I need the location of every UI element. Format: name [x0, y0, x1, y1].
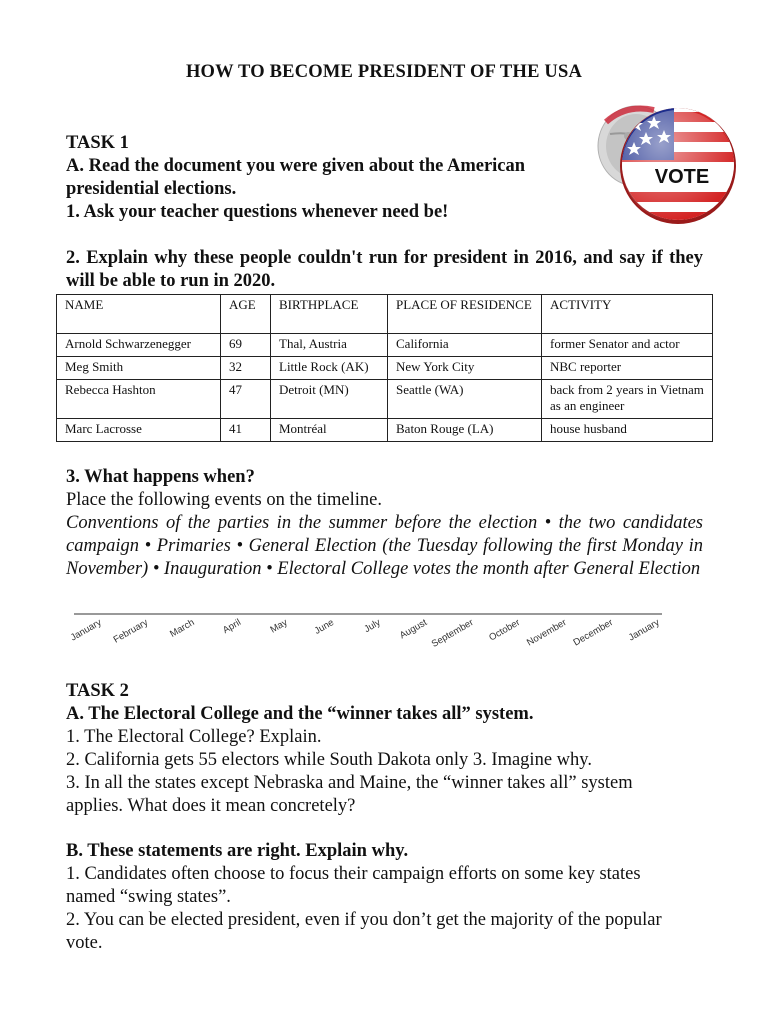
- cell-activity: house husband: [542, 419, 713, 442]
- badge-text: VOTE: [654, 166, 710, 188]
- task1-section: [66, 132, 526, 224]
- timeline-month-label: March: [168, 617, 197, 640]
- header-activity: ACTIVITY: [542, 295, 713, 334]
- vote-badge-icon: [596, 94, 744, 226]
- timeline-month-label: November: [525, 617, 569, 649]
- table-row: [57, 419, 713, 442]
- timeline-month-label: August: [397, 617, 429, 642]
- header-residence: PLACE OF RESIDENCE: [388, 295, 542, 334]
- cell-residence: Seattle (WA): [388, 380, 542, 419]
- cell-name: Marc Lacrosse: [57, 419, 221, 442]
- timeline-month-label: October: [487, 617, 522, 644]
- header-name: NAME: [57, 295, 221, 334]
- question-3-events: Conventions of the parties in the summer before the election • the two candidates campaign • Primaries • General Election (the Tuesday following the first Monday in November) • Inauguration • Electoral College votes the month after General Election: [66, 513, 703, 579]
- timeline: [60, 604, 670, 664]
- cell-age: 69: [221, 334, 271, 357]
- cell-name: Rebecca Hashton: [57, 380, 221, 419]
- table-row: [57, 380, 713, 419]
- cell-age: 47: [221, 380, 271, 419]
- timeline-month-label: December: [571, 617, 615, 649]
- task1-question-1: 1. Ask your teacher questions whenever need be!: [66, 202, 449, 222]
- task2-b-question-2: 2. You can be elected president, even if you don’t get the majority of the popular vote.: [66, 910, 662, 953]
- task2-a-question-1: 1. The Electoral College? Explain.: [66, 727, 322, 747]
- table-header-row: [57, 295, 713, 334]
- task2-section: [66, 680, 703, 955]
- question-3-heading: 3. What happens when?: [66, 467, 255, 487]
- page-title: HOW TO BECOME PRESIDENT OF THE USA: [185, 62, 583, 82]
- cell-birthplace: Montréal: [271, 419, 388, 442]
- cell-activity: former Senator and actor: [542, 334, 713, 357]
- cell-birthplace: Detroit (MN): [271, 380, 388, 419]
- cell-residence: California: [388, 334, 542, 357]
- task2-part-b: B. These statements are right. Explain why.: [66, 841, 409, 861]
- header-birthplace: BIRTHPLACE: [271, 295, 388, 334]
- cell-activity: back from 2 years in Vietnam as an engineer: [542, 380, 713, 419]
- timeline-month-label: February: [111, 617, 150, 646]
- task1-instruction-a: A. Read the document you were given about the American presidential elections.: [66, 156, 526, 199]
- cell-residence: Baton Rouge (LA): [388, 419, 542, 442]
- task2-a-question-3: 3. In all the states except Nebraska and Maine, the “winner takes all” system applies. What does it mean concretely?: [66, 773, 633, 816]
- timeline-month-label: June: [312, 617, 336, 637]
- task2-b-question-1: 1. Candidates often choose to focus their campaign efforts on some key states named “swing states”.: [66, 864, 641, 907]
- cell-activity: NBC reporter: [542, 357, 713, 380]
- timeline-month-label: January: [68, 617, 104, 644]
- cell-birthplace: Thal, Austria: [271, 334, 388, 357]
- cell-name: Meg Smith: [57, 357, 221, 380]
- task1-heading: TASK 1: [66, 133, 129, 153]
- timeline-month-label: September: [429, 617, 476, 650]
- timeline-month-label: January: [626, 617, 662, 644]
- task2-heading: TASK 2: [66, 681, 129, 701]
- question-3-instruction: Place the following events on the timeline.: [66, 490, 382, 510]
- task2-part-a: A. The Electoral College and the “winner takes all” system.: [66, 704, 534, 724]
- task2-a-question-2: 2. California gets 55 electors while South Dakota only 3. Imagine why.: [66, 750, 592, 770]
- timeline-month-label: May: [268, 617, 290, 636]
- task1-question-2: 2. Explain why these people couldn't run for president in 2016, and say if they will be able to run in 2020.: [66, 248, 703, 291]
- timeline-month-label: April: [221, 617, 243, 637]
- question-3-section: [66, 466, 703, 581]
- cell-name: Arnold Schwarzenegger: [57, 334, 221, 357]
- header-age: AGE: [221, 295, 271, 334]
- people-table: [56, 294, 713, 442]
- timeline-month-label: July: [362, 617, 383, 636]
- table-row: [57, 334, 713, 357]
- cell-age: 41: [221, 419, 271, 442]
- cell-age: 32: [221, 357, 271, 380]
- cell-residence: New York City: [388, 357, 542, 380]
- cell-birthplace: Little Rock (AK): [271, 357, 388, 380]
- table-row: [57, 357, 713, 380]
